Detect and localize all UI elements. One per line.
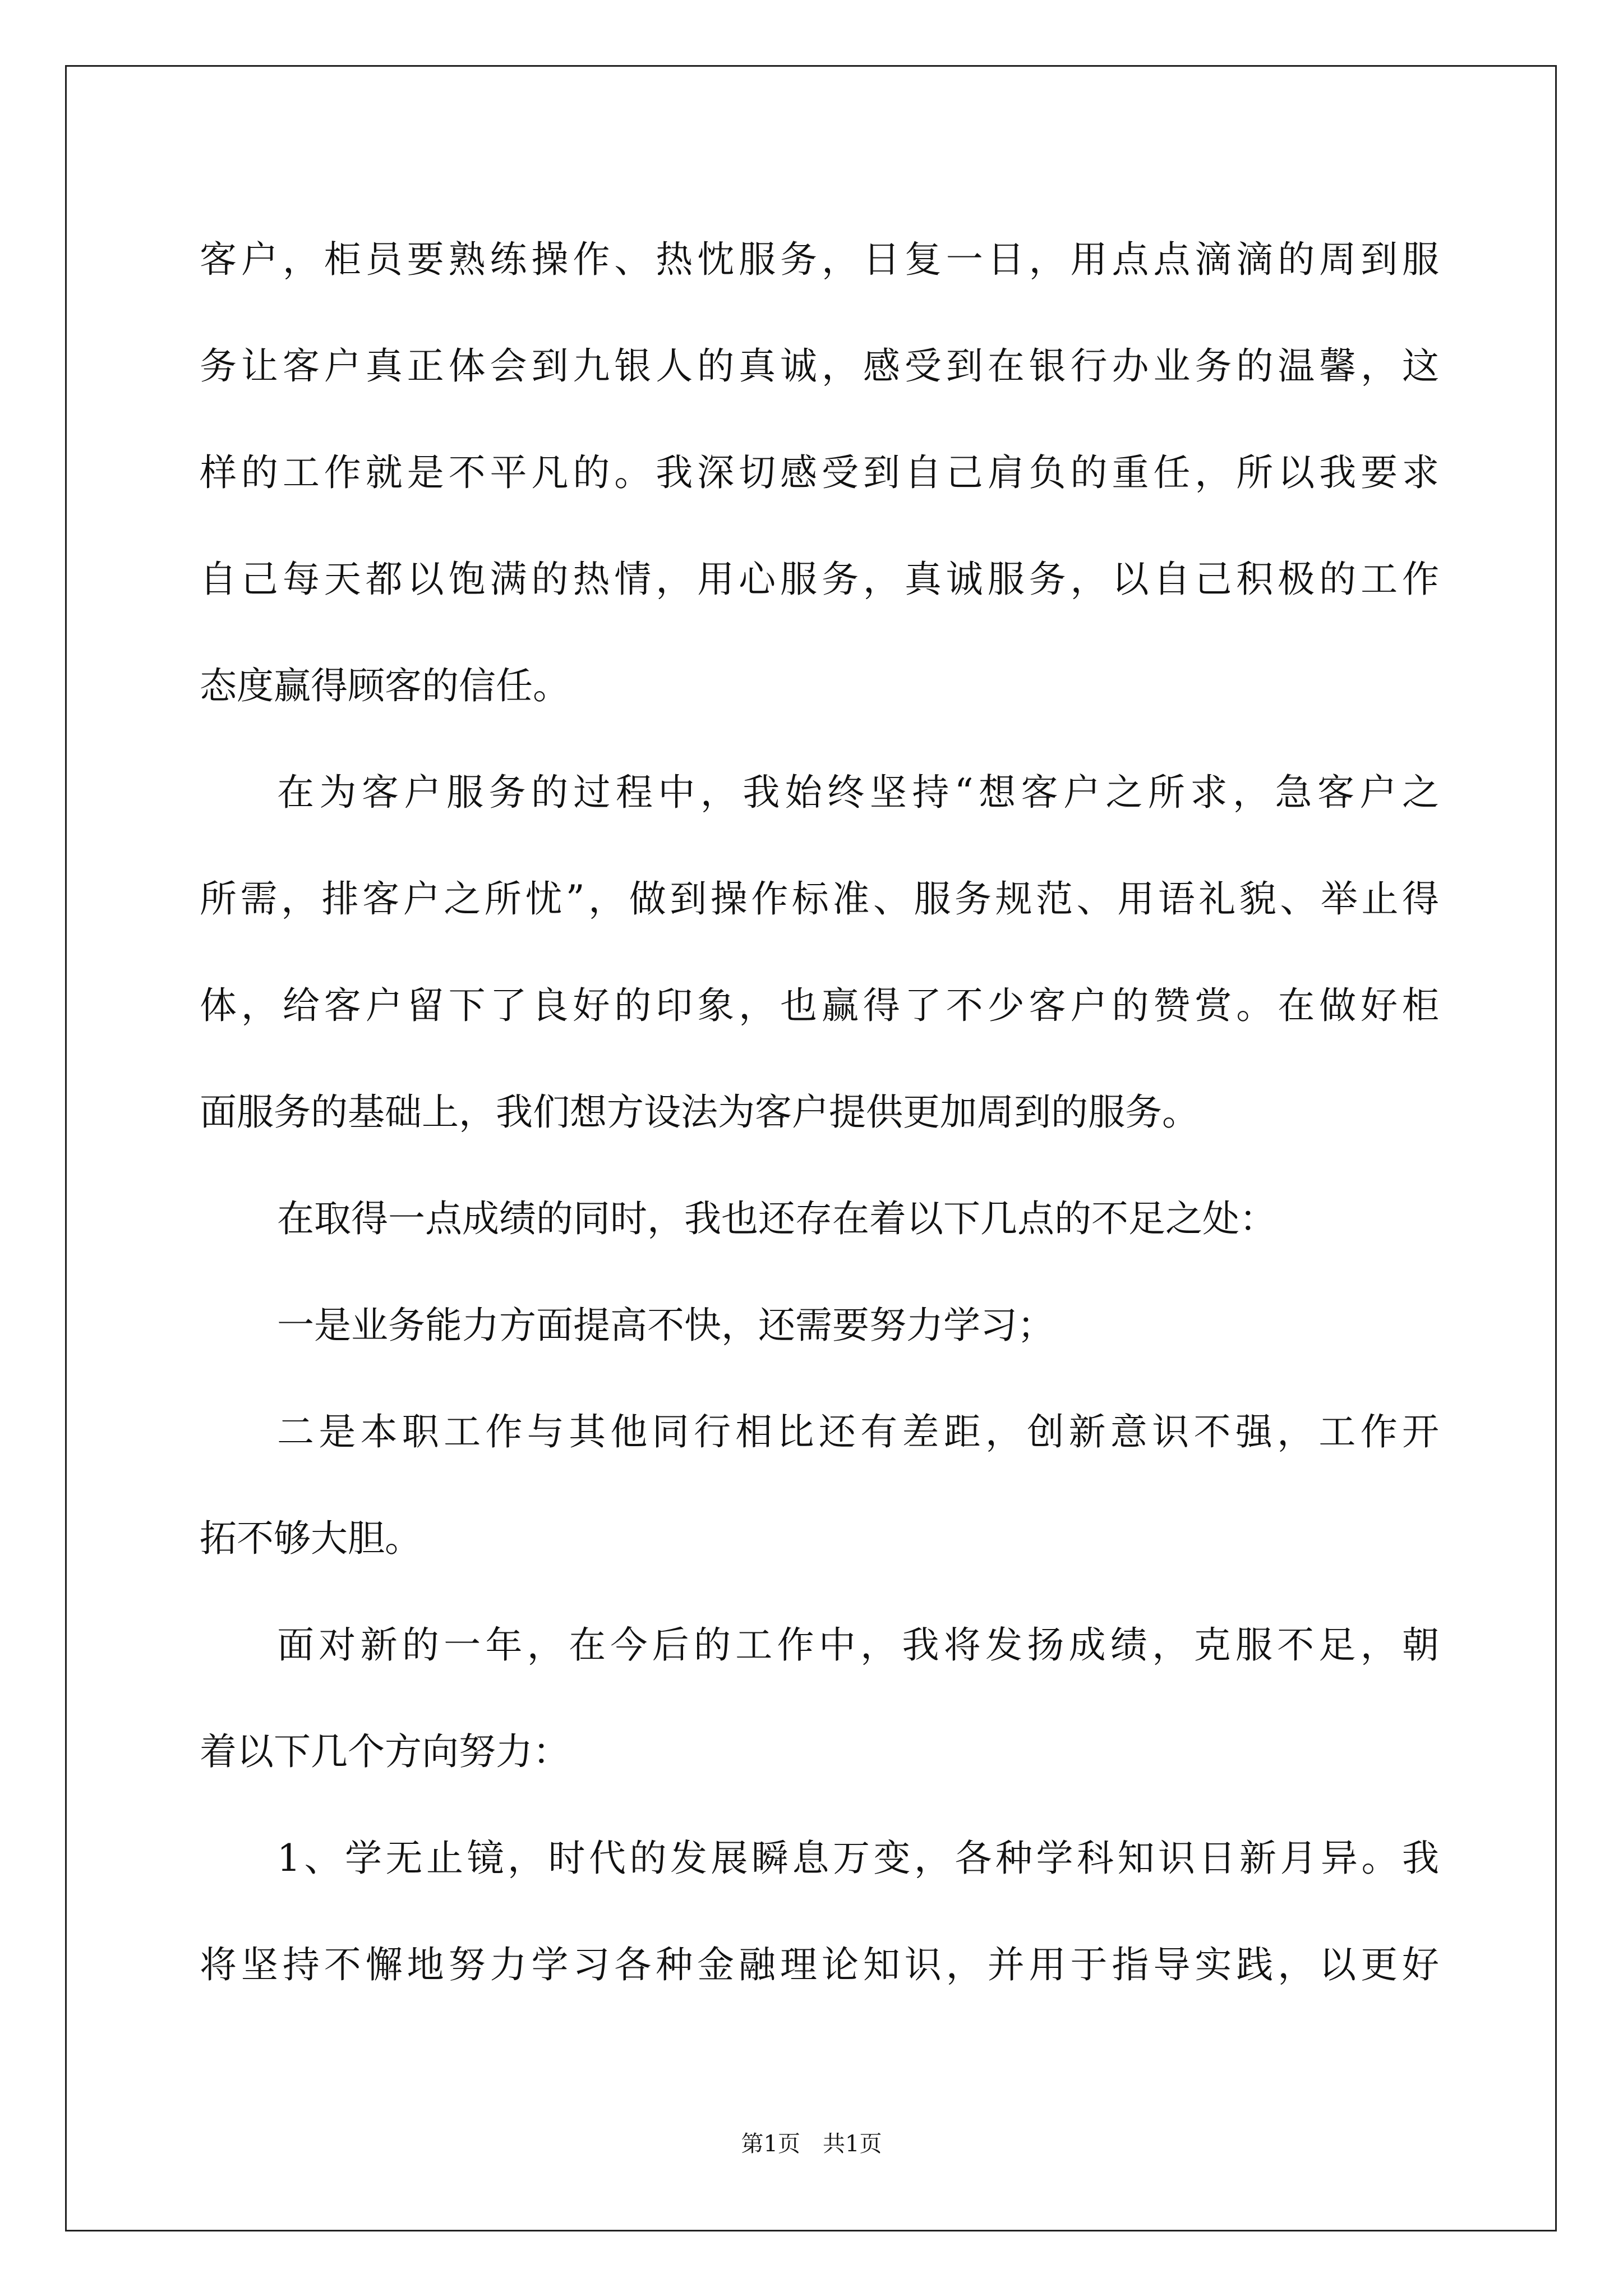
paragraph-first-line: 二是本职工作与其他同行相比还有差距，创新意识不强，工作开 <box>277 1410 1439 1453</box>
text-line: 拓不够大胆。 <box>200 1517 422 1560</box>
text-line: 将坚持不懈地努力学习各种金融理论知识，并用于指导实践，以更好 <box>200 1943 1439 1986</box>
paragraph-first-line: 面对新的一年，在今后的工作中，我将发扬成绩，克服不足，朝 <box>277 1623 1439 1667</box>
text-line: 样的工作就是不平凡的。我深切感受到自己肩负的重任，所以我要求 <box>200 451 1439 494</box>
text-line: 务让客户真正体会到九银人的真诚，感受到在银行办业务的温馨，这 <box>200 344 1439 388</box>
text-line: 态度赢得顾客的信任。 <box>200 664 570 707</box>
text-line: 体，给客户留下了良好的印象，也赢得了不少客户的赞赏。在做好柜 <box>200 984 1439 1027</box>
text-line: 所需，排客户之所忧”，做到操作标准、服务规范、用语礼貌、举止得 <box>200 877 1439 921</box>
paragraph-first-line: 在为客户服务的过程中，我始终坚持“想客户之所求，急客户之 <box>277 771 1439 814</box>
page-number-footer: 第1页 共1页 <box>741 2131 882 2157</box>
paragraph-first-line: 1、学无止镜，时代的发展瞬息万变，各种学科知识日新月异。我 <box>277 1837 1439 1880</box>
text-line: 客户，柜员要熟练操作、热忱服务，日复一日，用点点滴滴的周到服 <box>200 238 1439 281</box>
paragraph-first-line: 一是业务能力方面提高不快，还需要努力学习； <box>277 1304 1054 1347</box>
document-body <box>200 206 1439 2018</box>
text-line: 面服务的基础上，我们想方设法为客户提供更加周到的服务。 <box>200 1091 1199 1134</box>
paragraph-first-line: 在取得一点成绩的同时，我也还存在着以下几点的不足之处： <box>277 1197 1276 1240</box>
text-line: 自己每天都以饱满的热情，用心服务，真诚服务，以自己积极的工作 <box>200 558 1439 601</box>
text-line: 着以下几个方向努力： <box>200 1730 570 1773</box>
